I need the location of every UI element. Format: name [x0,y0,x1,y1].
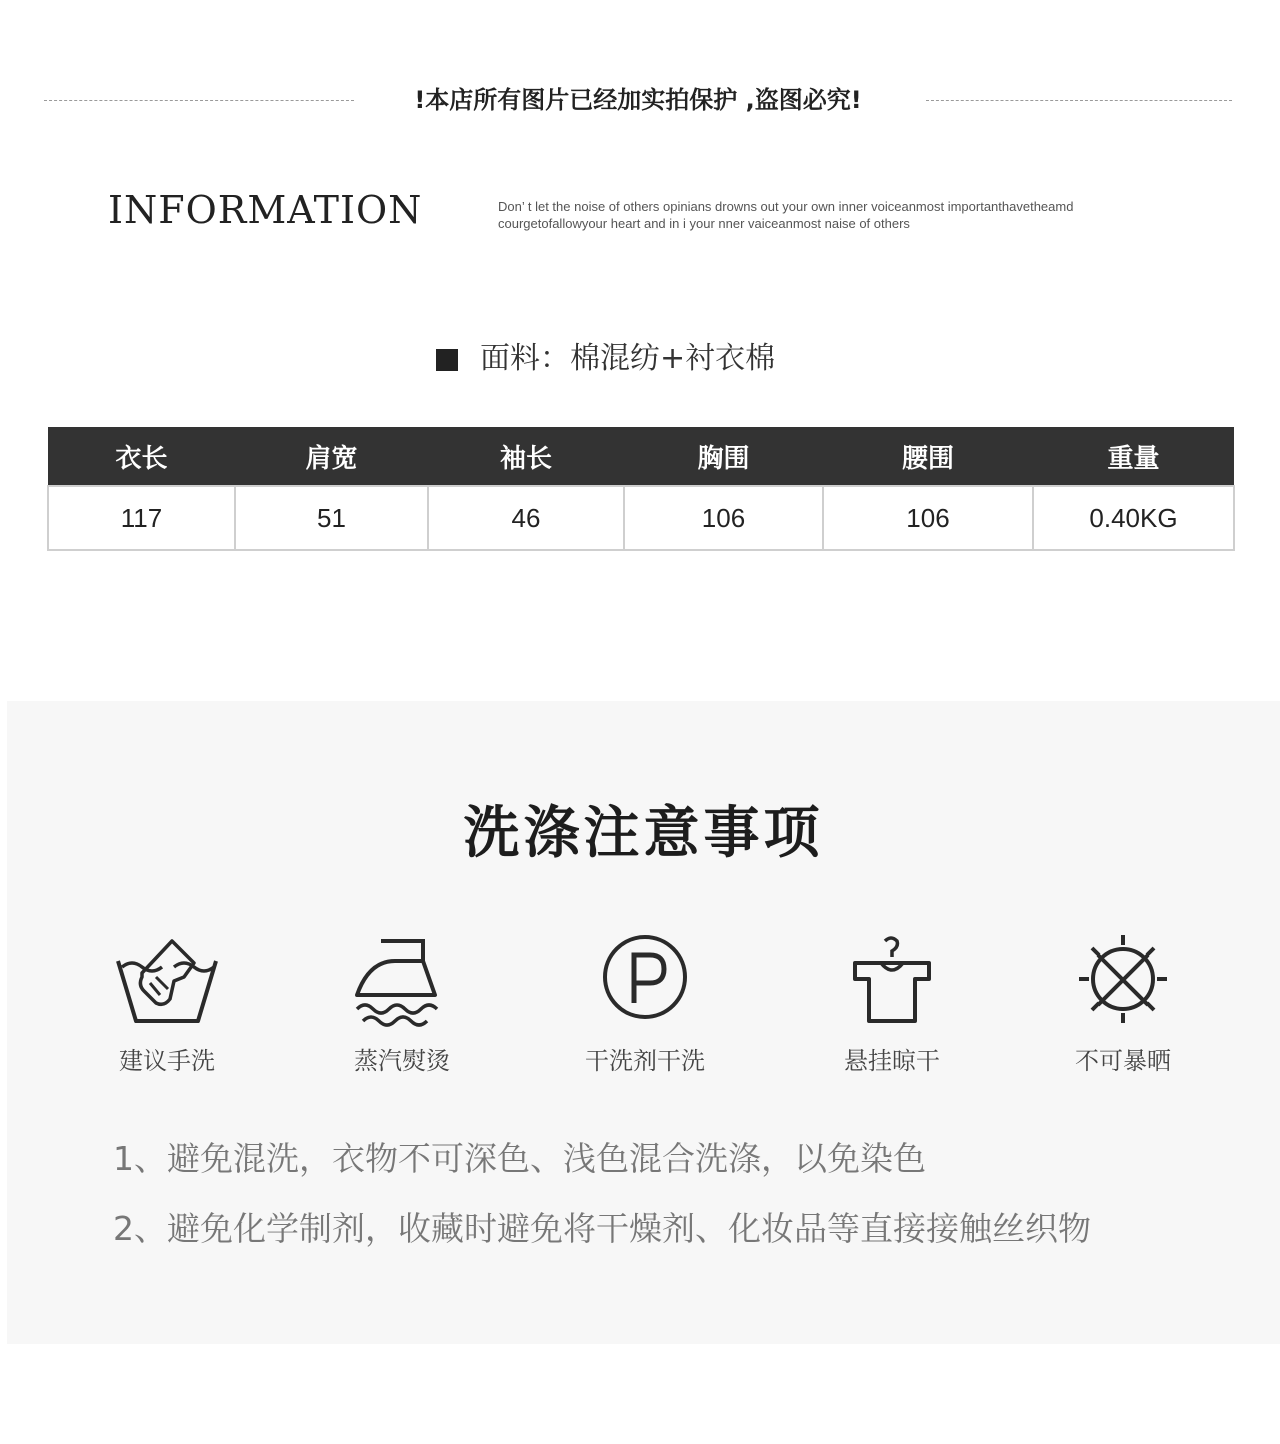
washing-note-2: 2、避免化学制剂，收藏时避免将干燥剂、化妆品等直接接触丝织物 [113,1209,1091,1248]
washing-title: 洗涤注意事项 [463,801,824,866]
value-sleeve: 46 [428,486,624,550]
care-item-hang-dry [802,933,982,1076]
quote-line-2: courgetofallowyour heart and in i your nner vaiceanmost naise of others [498,216,910,231]
size-table-header-row [48,427,1234,486]
header-waist: 腰围 [823,427,1033,486]
banner-dashed-line-right [926,100,1232,101]
hand-wash-icon [112,933,222,1033]
care-label-steam-iron: 蒸汽熨烫 [354,1047,450,1075]
banner-dashed-line-left [44,100,354,101]
care-label-no-sun: 不可暴晒 [1075,1047,1171,1075]
size-table-value-row [48,486,1234,550]
square-bullet-icon [436,349,458,371]
header-sleeve: 袖长 [428,427,624,486]
fabric-label: 面料：棉混纺+衬衣棉 [480,341,776,376]
information-quote [498,198,1198,232]
header-weight: 重量 [1033,427,1234,486]
care-item-steam-iron [312,933,492,1076]
hang-dry-icon [837,933,947,1033]
no-sun-icon [1068,933,1178,1033]
care-label-dry-clean: 干洗剂干洗 [585,1047,705,1075]
washing-note-1: 1、避免混洗，衣物不可深色、浅色混合洗涤，以免染色 [113,1139,926,1178]
care-item-dry-clean [555,933,735,1076]
header-chest: 胸围 [624,427,823,486]
value-chest: 106 [624,486,823,550]
value-length: 117 [48,486,235,550]
copyright-banner [44,82,1232,118]
quote-line-1: Don’ t let the noise of others opinians drowns out your own inner voiceanmost importanthavetheamd [498,199,1074,214]
size-table [47,427,1235,551]
washing-section [7,701,1280,1344]
care-label-hand-wash: 建议手洗 [119,1047,215,1075]
dry-clean-p-icon [590,933,700,1033]
value-waist: 106 [823,486,1033,550]
care-item-no-sun [1033,933,1213,1076]
header-shoulder: 肩宽 [235,427,428,486]
care-item-hand-wash [77,933,257,1076]
value-weight: 0.40KG [1033,486,1234,550]
value-shoulder: 51 [235,486,428,550]
header-length: 衣长 [48,427,235,486]
care-label-hang-dry: 悬挂晾干 [844,1047,940,1075]
steam-iron-icon [347,933,457,1033]
information-heading: INFORMATION [108,188,423,232]
copyright-notice: !本店所有图片已经加实拍保护 ,盗图必究! [414,86,862,114]
